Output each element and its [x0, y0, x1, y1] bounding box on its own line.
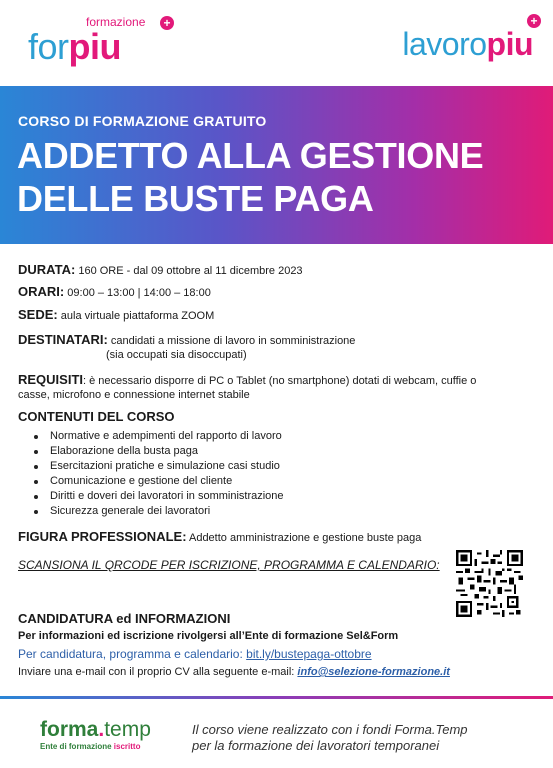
candidatura-email-label: Inviare una e-mail con il proprio CV alla seguente e-mail:	[18, 666, 295, 678]
requisiti-value: : è necessario disporre di PC o Tablet (no smartphone) dotati di webcam, cuffie o	[83, 375, 477, 387]
lavoropiu-logo	[373, 14, 541, 66]
candidatura-info-line: Per informazioni ed iscrizione rivolgersi all’Ente di formazione Sel&Form	[18, 630, 399, 642]
bullet-icon	[34, 480, 38, 484]
figura-value: Addetto amministrazione e gestione buste paga	[188, 532, 422, 544]
footer-text-line1: Il corso viene realizzato con i fondi Forma.Temp	[192, 722, 468, 737]
candidatura-link-line	[18, 647, 372, 661]
contenuti-title: CONTENUTI DEL CORSO	[18, 409, 175, 424]
requisiti-row	[18, 372, 476, 387]
bullet-icon	[34, 435, 38, 439]
destinatari-row	[18, 332, 355, 347]
scan-qrcode-text: SCANSIONA IL QRCODE PER ISCRIZIONE, PROGRAMMA E CALENDARIO:	[18, 558, 440, 572]
sede-label: SEDE:	[18, 307, 58, 322]
bullet-icon	[34, 495, 38, 499]
destinatari-label: DESTINATARI:	[18, 332, 108, 347]
durata-value: 160 ORE - dal 09 ottobre al 11 dicembre 2023	[78, 265, 303, 277]
formatemp-logo-subtext: Ente di formazione iscritto	[40, 742, 141, 751]
footer-text-line2: per la formazione dei lavoratori temporanei	[192, 738, 440, 753]
durata-label: DURATA:	[18, 262, 76, 277]
bullet-icon	[34, 465, 38, 469]
bullet-icon	[34, 450, 38, 454]
durata-row	[18, 262, 303, 277]
banner-title-line2: DELLE BUSTE PAGA	[17, 178, 374, 219]
candidatura-link-label: Per candidatura, programma e calendario:	[18, 647, 243, 661]
requisiti-value-2: casse, microfono e connessione internet stabile	[18, 389, 250, 401]
lavoropiu-logo-text: lavoropiu	[402, 26, 533, 62]
formatemp-logo-text: forma.temp	[40, 718, 151, 741]
forpiu-logo	[28, 12, 178, 74]
banner-subtitle: CORSO DI FORMAZIONE GRATUITO	[18, 113, 267, 129]
bitly-link[interactable]: bit.ly/bustepaga-ottobre	[246, 647, 372, 661]
email-link[interactable]: info@selezione-formazione.it	[297, 666, 450, 678]
title-banner	[0, 86, 553, 244]
gear-plus-icon: +	[527, 14, 541, 28]
figura-row	[18, 529, 421, 544]
sede-row	[18, 307, 214, 322]
candidatura-email-line	[18, 666, 450, 678]
banner-title	[17, 134, 483, 220]
banner-title-line1: ADDETTO ALLA GESTIONE	[17, 135, 484, 176]
orari-value: 09:00 – 13:00 | 14:00 – 18:00	[67, 287, 211, 299]
destinatari-value: candidati a missione di lavoro in somministrazione	[110, 335, 356, 347]
footer-divider	[0, 696, 553, 699]
footer-funding-text	[192, 722, 468, 754]
destinatari-value-2: (sia occupati sia disoccupati)	[106, 349, 247, 361]
sede-value: aula virtuale piattaforma ZOOM	[60, 310, 215, 322]
bullet-icon	[34, 510, 38, 514]
figura-label: FIGURA PROFESSIONALE:	[18, 529, 187, 544]
orari-row	[18, 284, 211, 299]
requisiti-label: REQUISITI	[18, 372, 84, 387]
forpiu-logo-text: forpiu	[28, 26, 121, 67]
candidatura-title: CANDIDATURA ed INFORMAZIONI	[18, 611, 231, 626]
forpiu-logo-small-text: formazione	[86, 15, 146, 29]
formatemp-logo	[40, 720, 180, 760]
gear-plus-icon: +	[160, 16, 174, 30]
qr-code[interactable]	[456, 550, 523, 617]
orari-label: ORARI:	[18, 284, 65, 299]
